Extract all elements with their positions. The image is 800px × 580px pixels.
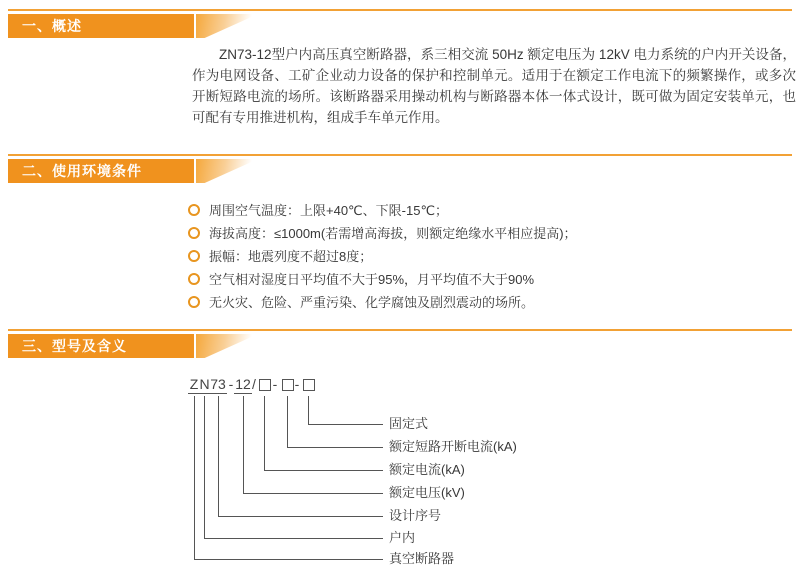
model-meaning-label: 固定式 [389,416,429,431]
environment-section-header [0,154,800,184]
header-swoosh-decoration [196,14,258,38]
connector-line [264,396,265,470]
model-designation-diagram [0,373,800,580]
bullet-ring-icon [188,227,200,239]
connector-line [204,396,205,538]
header-swoosh-decoration [196,159,258,183]
overview-heading [8,14,194,38]
environment-conditions-list [188,198,788,313]
connector-line [218,516,383,517]
list-item [188,198,788,221]
bullet-ring-icon [188,204,200,216]
model-code-part: 73 [210,376,226,392]
environment-heading-text: 二、使用环境条件 [22,163,142,179]
model-code-separator: - [228,376,234,392]
model-meaning-label: 额定电压(kV) [389,485,465,500]
header-rule [8,9,792,11]
connector-line [194,396,195,559]
header-swoosh-decoration [196,334,258,358]
bullet-ring-icon [188,273,200,285]
model-meaning-label: 户内 [389,530,416,545]
bullet-ring-icon [188,296,200,308]
overview-section-header [0,9,800,39]
connector-line [308,396,309,424]
connector-line [287,447,383,448]
model-code-part: 12 [235,376,251,392]
header-rule [8,154,792,156]
list-item [188,221,788,244]
model-placeholder-box [303,379,315,391]
condition-text: 空气相对湿度日平均值不大于95%，月平均值不大于90% [209,272,535,287]
model-meaning-label: 真空断路器 [389,551,455,566]
list-item [188,267,788,290]
model-placeholder-box [259,379,271,391]
model-code-separator: / [252,376,256,392]
list-item [188,290,788,313]
model-code-part: Z [189,376,199,392]
connector-line [287,396,288,447]
connector-line [243,493,383,494]
overview-paragraph: ZN73-12型户内高压真空断路器，系三相交流 50Hz 额定电压为 12kV 电力系统的户内开关设备，作为电网设备、工矿企业动力设备的保护和控制单元。适用于在额定工作电流下的频繁操作，或多次开断短路电流的场所。该断路器采用操动机构与断路器本体一体式设计，既可做为固定安装单元，也可配有专用推进机构，组成手车单元作用。 [192,47,796,125]
condition-text: 振幅：地震列度不超过8度； [209,249,373,264]
connector-line [243,396,244,493]
connector-line [204,538,383,539]
model-meaning-label: 设计序号 [389,508,442,523]
model-code-part: N [199,376,210,392]
connector-line [308,424,383,425]
header-rule [8,329,792,331]
model-meaning-label: 额定短路开断电流(kA) [389,439,517,454]
model-section-header [0,329,800,359]
model-meaning-label: 额定电流(kA) [389,462,465,477]
condition-text: 无火灾、危险、严重污染、化学腐蚀及剧烈震动的场所。 [209,295,535,310]
model-heading [8,334,194,358]
list-item [188,244,788,267]
condition-text: 周围空气温度：上限+40℃、下限-15℃； [209,203,449,218]
model-code-separator: - [272,376,278,392]
model-code-separator: - [294,376,300,392]
overview-heading-text: 一、概述 [22,18,82,34]
bullet-ring-icon [188,250,200,262]
connector-line [264,470,383,471]
connector-line [218,396,219,516]
connector-line [194,559,383,560]
environment-heading [8,159,194,183]
condition-text: 海拔高度：≤1000m(若需增高海拔，则额定绝缘水平相应提高)； [209,226,577,241]
model-heading-text: 三、型号及含义 [22,338,127,354]
